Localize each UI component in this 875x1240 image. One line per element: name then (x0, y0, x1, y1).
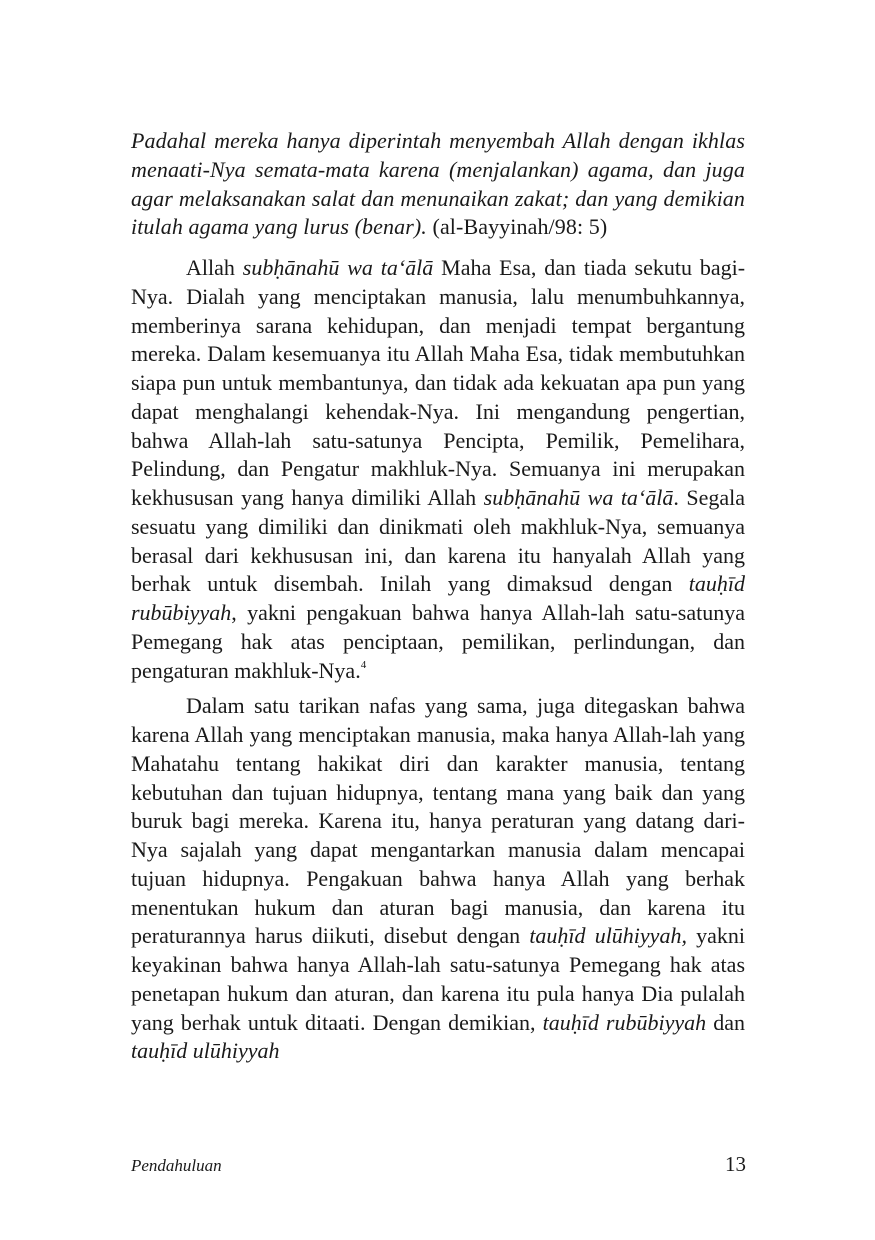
verse-text: Padahal mereka hanya diperintah menyembah Allah dengan ikhlas menaati-Nya semata-mata karena (menjalankan) agama, dan juga agar melaksanakan salat dan menunaikan zakat; dan yang demikian itulah agama yang lurus (benar). (131, 128, 745, 240)
text-run: dan (713, 1009, 746, 1035)
text-run: Allah (186, 255, 235, 280)
paragraph-tauhid-rububiyyah (131, 254, 745, 685)
text-run: , yakni pengakuan bahwa hanya Allah-lah satu-satunya Pemegang hak atas penciptaan, pemilikan, perlindungan, dan pengaturan makhluk-Nya. (131, 600, 745, 683)
arabic-term: subḥānahū wa ta‘ālā (242, 255, 434, 280)
text-run: . Segala sesuatu yang dimiliki dan dinikmati oleh makhluk-Nya, semuanya berasal dari kekhususan ini, dan karena itu hanyalah Allah yang berhak untuk disembah. Inilah yang dimaksud dengan (131, 485, 745, 597)
footnote-marker[interactable]: 4 (360, 658, 367, 671)
running-title: Pendahuluan (131, 1156, 222, 1175)
arabic-term: tauḥīd ulūhiyyah, (529, 923, 687, 949)
arabic-term: subḥānahū wa ta‘ālā (483, 485, 674, 510)
arabic-term: tauḥīd rubūbiyyah (131, 571, 745, 625)
text-run: Dalam satu tarikan nafas yang sama, juga ditegaskan bahwa karena Allah yang menciptakan manusia, maka hanya Allah-lah yang Mahatahu tentang hakikat diri dan karakter manusia, tentang kebutuhan dan tujuan hidupnya, tentang mana yang baik dan yang buruk bagi mereka. Karena itu, hanya peraturan yang datang dari-Nya sajalah yang dapat mengantarkan manusia dalam mencapai tujuan hidupnya. Pengakuan bahwa hanya Allah yang berhak menentukan hukum dan aturan bagi manusia, dan karena itu peraturannya harus diikuti, disebut dengan (131, 693, 745, 949)
arabic-term: tauḥīd rubūbiyyah (542, 1009, 707, 1035)
verse-reference: (al-Bayyinah/98: 5) (432, 214, 608, 240)
text-run: Maha Esa, dan tiada sekutu bagi-Nya. Dialah yang menciptakan manusia, lalu menumbuhkannya, memberinya sarana kehidupan, dan menjadi tempat bergantung mereka. Dalam kesemuanya itu Allah Maha Esa, tidak membutuhkan siapa pun untuk membantunya, dan tidak ada kekuatan apa pun yang dapat menghalangi kehendak-Nya. Ini mengandung pengertian, bahwa Allah-lah satu-satunya Pencipta, Pemilik, Pemelihara, Pelindung, dan Pengatur makhluk-Nya. Semuanya ini merupakan kekhususan yang hanya dimiliki Allah (131, 255, 746, 510)
text-run: yakni keyakinan bahwa hanya Allah-lah satu-satunya Pemegang hak atas penetapan hukum dan aturan, dan karena itu pula hanya Dia pulalah yang berhak untuk ditaati. Dengan demikian, (131, 923, 746, 1035)
body-text (131, 127, 745, 1066)
page-footer (131, 1152, 746, 1177)
quran-verse-translation (131, 127, 745, 242)
paragraph-tauhid-uluhiyyah (131, 692, 745, 1066)
arabic-term: tauḥīd ulūhiyyah (131, 1038, 280, 1064)
page-number: 13 (725, 1152, 746, 1176)
